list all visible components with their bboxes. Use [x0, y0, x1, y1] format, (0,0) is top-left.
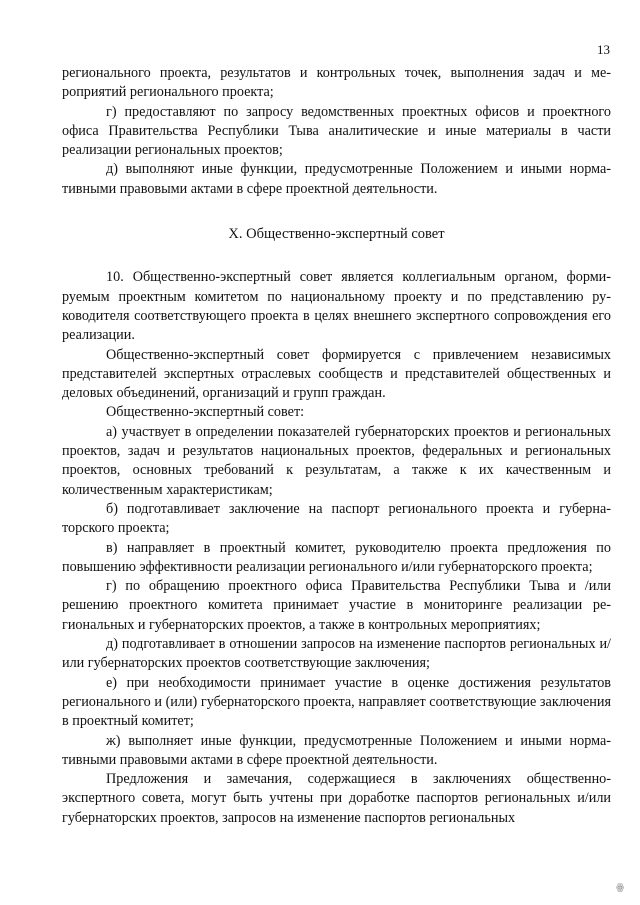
paragraph: г) по обращению проектного офиса Правительства Республики Тыва и /или решению проектного комитета принимает участие в мониторинге реализации региональных и губернаторских проектов, а также в контрольных мероприятиях; — [62, 578, 611, 633]
paragraph: Общественно-экспертный совет формируется с привлечением независимых представителей экспертных отраслевых сообществ и представителей общественных и деловых объединений, организаций и групп граждан. — [62, 346, 611, 402]
paragraph: а) участвует в определении показателей губернаторских проектов и региональных проектов, задач и результатов национальных проектов, федеральных и региональных проектов, основных требований к результатам, а также к их качественным и количественным характеристикам; — [62, 423, 611, 498]
paragraph: в) направляет в проектный комитет, руководителю проекта предложения по повышению эффективности реализации регионального и/или губернаторского проекта; — [62, 539, 611, 575]
paragraph-group-after — [62, 268, 611, 828]
document-body — [62, 64, 611, 828]
paragraph: Предложения и замечания, содержащиеся в заключениях общественно-экспертного совета, могут быть учтены при доработке паспортов региональных и/или губернаторских проектов, запросов на изменение паспортов региональных — [62, 771, 611, 826]
paragraph: регионального проекта, результатов и контрольных точек, выполнения задач и мероприятий регионального проекта; — [62, 65, 611, 101]
paragraph-group-before — [62, 64, 611, 199]
paragraph: д) выполняют иные функции, предусмотренные Положением и иными нормативными правовыми актами в сфере проектной деятельности. — [62, 161, 611, 197]
paragraph: г) предоставляют по запросу ведомственных проектных офисов и проектного офиса Правительства Республики Тыва аналитические и иные материалы в части реализации региональных проектов; — [62, 103, 611, 159]
scan-mark: ꙮ — [616, 882, 624, 892]
page-number: 13 — [597, 42, 610, 57]
paragraph: 10. Общественно-экспертный совет является коллегиальным органом, формируемым проектным комитетом по национальному проекту и по представлению руководителя соответствующего проекта в целях внешнего экспертного сопровождения его реализации. — [62, 269, 611, 344]
paragraph: б) подготавливает заключение на паспорт регионального проекта и губернаторского проекта; — [62, 500, 611, 537]
section-heading: X. Общественно-экспертный совет — [228, 226, 445, 243]
paragraph: ж) выполняет иные функции, предусмотренные Положением и иными нормативными правовыми актами в сфере проектной деятельности. — [62, 732, 611, 768]
paragraph: д) подготавливает в отношении запросов на изменение паспортов региональных и/или губернаторских проектов соответствующие заключения; — [62, 636, 611, 672]
paragraph: е) при необходимости принимает участие в оценке достижения результатов регионального и (или) губернаторского проекта, направляет соответствующие заключения в проектный комитет; — [62, 674, 611, 730]
paragraph: Общественно-экспертный совет: — [106, 404, 305, 421]
